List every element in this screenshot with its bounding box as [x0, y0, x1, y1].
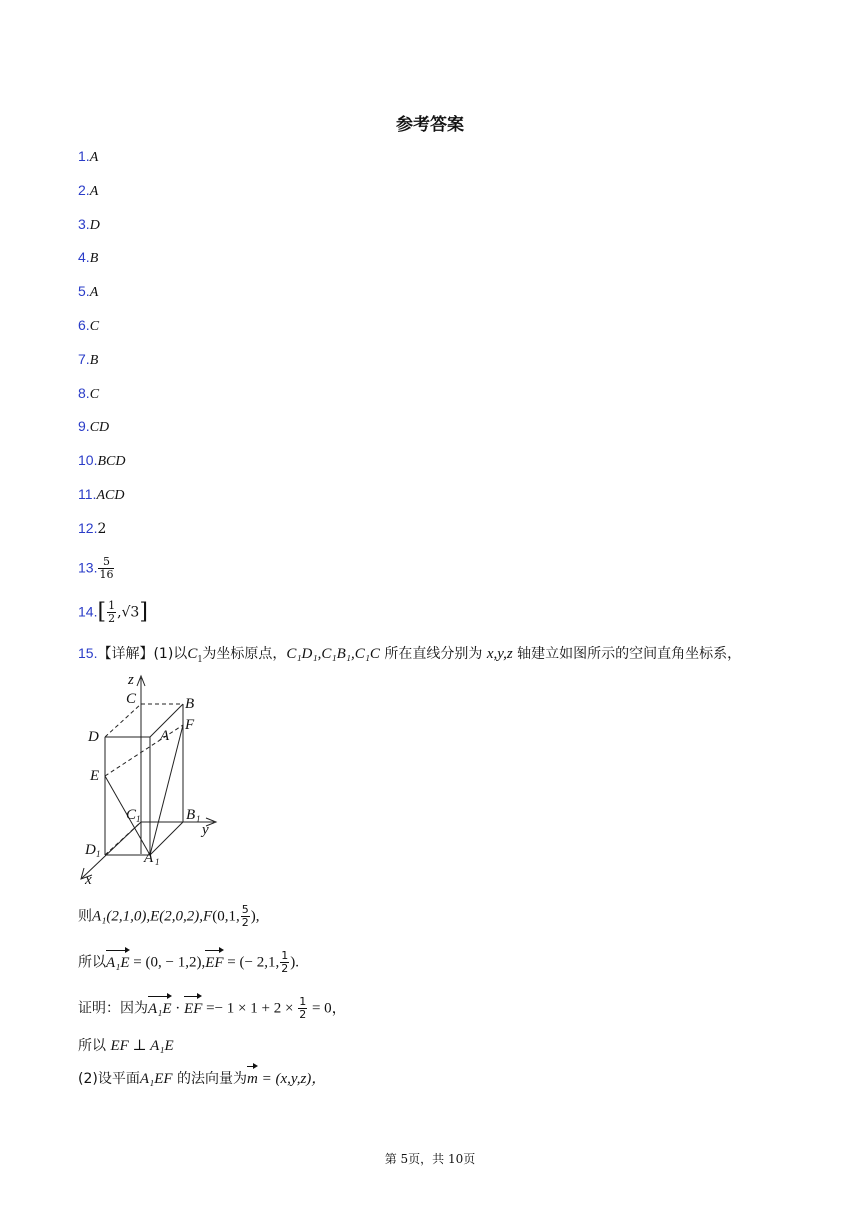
line-normal-vector	[78, 1068, 326, 1090]
answer-value: B	[89, 352, 99, 368]
dot-product-result: = 0，	[308, 1000, 347, 1017]
answer-value: A	[89, 150, 99, 165]
label-C: C	[126, 691, 137, 707]
subscript: 1	[197, 653, 203, 665]
answer-value: A	[89, 285, 99, 301]
answer-number: 8.	[78, 384, 90, 401]
label-C1: C	[126, 807, 137, 823]
edge-A1B1	[150, 822, 183, 855]
denominator: 2	[241, 916, 249, 929]
answer-number: 11.	[78, 486, 97, 502]
label-D1: D	[85, 842, 96, 858]
fraction	[280, 950, 289, 975]
answer-value: A	[89, 183, 99, 199]
answer-number: 7.	[78, 350, 90, 367]
coord-A1: A₁(2,1,0),	[92, 908, 151, 925]
answer-number: 3.	[78, 215, 90, 232]
label-D1-sub: 1	[96, 849, 101, 859]
math-lines: C₁D₁,C₁B₁,C₁C	[286, 646, 380, 662]
answer-4	[78, 247, 98, 269]
text-segment: 所以	[78, 1038, 111, 1054]
normal-vector-components: = (x,y,z)，	[257, 1071, 327, 1087]
numerator: 1	[108, 599, 116, 612]
vector-EF: EF	[205, 952, 223, 974]
answer-2	[78, 180, 98, 202]
vector-A1E-value: = (0, − 1,2),	[129, 954, 206, 971]
answer-15-intro	[78, 642, 741, 671]
answer-number: 6.	[78, 317, 90, 333]
label-A1: A	[144, 850, 154, 866]
text-segment: (2)设平面	[78, 1071, 140, 1087]
denominator: 2	[281, 962, 289, 975]
answer-number: 5.	[78, 283, 90, 300]
fraction	[298, 996, 307, 1021]
edge-DC	[105, 704, 141, 737]
numerator: 5	[98, 556, 114, 569]
coord-F-open: (0,1,	[212, 908, 240, 925]
label-x: x	[85, 872, 92, 888]
math-c1: C	[187, 646, 198, 662]
text-segment: (1)以	[153, 646, 188, 662]
answer-value: B	[89, 251, 99, 267]
segment-EF	[105, 725, 183, 776]
label-y: y	[202, 822, 209, 838]
answer-11	[78, 484, 124, 506]
text-segment: 的法向量为	[172, 1071, 247, 1087]
denominator: 2	[108, 612, 116, 625]
numerator: 1	[281, 949, 289, 962]
answer-8	[78, 383, 99, 405]
page-footer: 第 5页，共 10页	[384, 1152, 476, 1166]
sqrt-value: √3	[121, 604, 140, 621]
fraction	[241, 904, 250, 929]
vector-EF-close: ).	[290, 954, 299, 971]
detail-tag: 【详解】	[97, 646, 154, 662]
answer-number: 13.	[78, 559, 98, 576]
segment-A1F	[150, 725, 183, 855]
answer-7	[78, 349, 98, 371]
answer-value: D	[89, 217, 100, 233]
answer-1	[78, 146, 98, 168]
fraction	[107, 600, 116, 625]
line-coordinates	[78, 904, 259, 929]
answer-number: 12.	[78, 519, 98, 536]
vector-EF-value: = (− 2,1,	[223, 954, 280, 971]
answer-10	[78, 450, 125, 472]
dot-product-expression: =− 1 × 1 + 2 ×	[202, 1000, 298, 1017]
text-segment: 轴建立如图所示的空间直角坐标系，	[512, 646, 742, 662]
text-segment: 所以	[78, 954, 106, 971]
coord-E: E(2,0,2),	[150, 908, 204, 925]
page-title: 参考答案	[396, 115, 464, 135]
answer-value: ACD	[96, 488, 125, 503]
answer-value: CD	[89, 420, 110, 436]
numerator: 1	[299, 995, 307, 1008]
answer-3	[78, 214, 100, 236]
dot-operator: ·	[171, 1000, 185, 1017]
label-C1-sub: 1	[136, 814, 141, 824]
plane-A1EF: A₁EF	[139, 1071, 173, 1087]
label-B1: B	[186, 807, 196, 823]
answer-9	[78, 416, 109, 438]
vector-EF: EF	[184, 998, 202, 1020]
denominator: 16	[99, 568, 114, 581]
label-B1-sub: 1	[196, 814, 201, 824]
fraction	[98, 556, 114, 581]
answer-value: C	[89, 319, 100, 334]
answer-14: 14.[ $\frac{1}{2}$ ,√3]	[78, 599, 148, 625]
vector-A1E: A₁E	[148, 998, 172, 1020]
label-E: E	[90, 768, 100, 784]
answer-12	[78, 518, 106, 539]
vector-A1E: A₁E	[106, 952, 130, 974]
numerator: 5	[241, 903, 249, 916]
cuboid-figure	[78, 670, 228, 890]
answer-number: 1.	[78, 148, 90, 164]
label-z: z	[128, 672, 134, 688]
label-A1-sub: 1	[155, 857, 160, 867]
label-B: B	[185, 696, 195, 712]
answer-value: BCD	[97, 454, 126, 470]
denominator: 2	[299, 1008, 307, 1021]
answer-number: 2.	[78, 181, 90, 198]
left-bracket: [	[97, 599, 107, 625]
answer-number: 14.	[78, 603, 98, 620]
label-D: D	[88, 729, 99, 745]
answer-number: 10.	[78, 452, 98, 469]
perpendicular-expression: EF ⊥ A₁E	[110, 1038, 174, 1054]
answer-number: 4.	[78, 249, 90, 266]
label-F: F	[185, 717, 195, 733]
answer-13	[78, 556, 115, 581]
right-bracket: ]	[139, 599, 148, 625]
line-perpendicular	[78, 1035, 174, 1057]
text-segment: 所在直线分别为	[379, 646, 487, 662]
answer-value: C	[89, 386, 100, 402]
coord-F-close: ),	[250, 908, 260, 925]
math-axes: x,y,z	[486, 646, 513, 662]
line-vectors	[78, 950, 299, 975]
text-segment: 证明：因为	[78, 1000, 148, 1017]
answer-number: 15.	[78, 645, 98, 661]
text-segment: 为坐标原点，	[202, 646, 287, 662]
coord-F: F	[203, 908, 213, 925]
answer-value: 2	[97, 520, 107, 537]
answer-number: 9.	[78, 418, 90, 435]
answer-5	[78, 281, 98, 303]
answer-6	[78, 315, 99, 337]
text-segment: 则	[78, 908, 92, 925]
normal-vector-m: m	[247, 1068, 258, 1090]
label-A: A	[160, 728, 170, 744]
line-proof	[78, 996, 347, 1021]
